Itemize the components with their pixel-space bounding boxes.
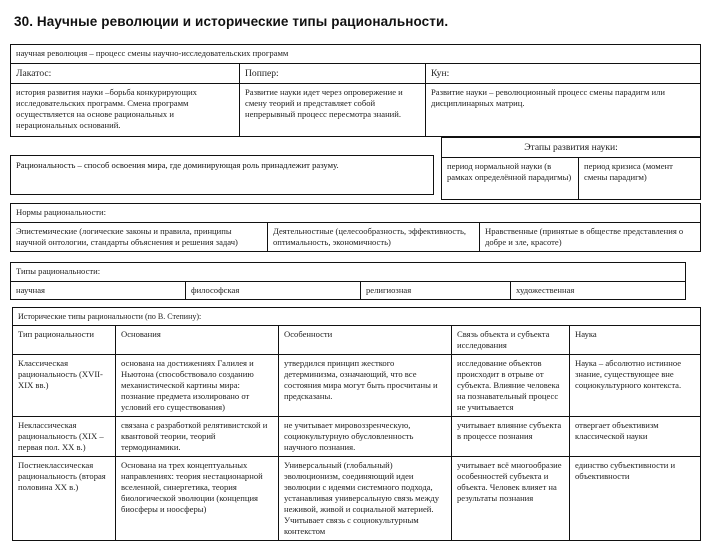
cell: Универсальный (глобальный) эволюционизм, соединяющий идеи эволюции с идеями системного подхода, устанавливая универсальную связь между неживой, живой и социальной материей. Учитывает связь с социокультурным контекстом [279, 457, 452, 541]
cell: Наука – абсолютно истинное знание, существующее вне социокультурного контекста. [570, 355, 701, 417]
norm-epistemic: Эпистемические (логические законы и правила, принципы научной онтологии, стандарты объяснения и решения задач) [11, 223, 268, 252]
col-header-science: Наука [570, 326, 701, 355]
col-header-foundations: Основания [116, 326, 279, 355]
col-header-type: Тип рациональности [13, 326, 116, 355]
author-lakatos: Лакатос: [11, 64, 240, 84]
cell: учитывает всё многообразие особенностей субъекта и объекта. Человек влияет на результаты познания [452, 457, 570, 541]
kuhn-text: Развитие науки – революционный процесс смены парадигм или дисциплинарных матриц. [426, 84, 701, 137]
type-artistic: художественная [511, 282, 686, 300]
norm-activity: Деятельностные (целесообразность, эффективность, оптимальность, экономичность) [268, 223, 480, 252]
type-scientific: научная [11, 282, 186, 300]
table-row-postnonclassical [13, 457, 701, 541]
historical-header: Исторические типы рациональности (по В. Степину): [13, 308, 701, 326]
cell: Основана на трех концептуальных направлениях: теория нестационарной вселенной, синергетика, теория биологической эволюции (концепция биосферы и ноосферы) [116, 457, 279, 541]
historical-table [12, 307, 701, 541]
rationality-definition: Рациональность – способ освоения мира, где доминирующая роль принадлежит разуму. [10, 155, 434, 195]
norm-moral: Нравственные (принятые в обществе представления о добре и зле, красоте) [480, 223, 701, 252]
table-row-nonclassical [13, 417, 701, 457]
types-table [10, 262, 686, 300]
stage-crisis: период кризиса (момент смены парадигм) [579, 158, 701, 200]
cell: основана на достижениях Галилея и Ньютона (способствовало созданию механистической картины мира: познание предмета изолировано от условий его существования) [116, 355, 279, 417]
revolution-definition: научная революция – процесс смены научно-исследовательских программ [11, 45, 701, 64]
norms-header: Нормы рациональности: [11, 204, 701, 223]
popper-text: Развитие науки идет через опровержение и смену теорий и представляет собой непрерывный процесс пересмотра знаний. [240, 84, 426, 137]
stages-table [441, 137, 701, 200]
table-row-classical [13, 355, 701, 417]
revolution-table [10, 44, 701, 137]
col-header-features: Особенности [279, 326, 452, 355]
cell: единство субъективности и объективности [570, 457, 701, 541]
author-kuhn: Кун: [426, 64, 701, 84]
cell: исследование объектов происходит в отрыве от субъекта. Влияние человека на познавательный процесс не учитывается [452, 355, 570, 417]
page-title: 30. Научные революции и исторические типы рациональности. [14, 14, 449, 29]
norms-table [10, 203, 701, 252]
type-religious: религиозная [361, 282, 511, 300]
type-philosophical: философская [186, 282, 361, 300]
col-header-object-subject: Связь объекта и субъекта исследования [452, 326, 570, 355]
cell: Постнеклассическая рациональность (вторая половина XX в.) [13, 457, 116, 541]
lakatos-text: история развития науки –борьба конкурирующих исследовательских программ. Смена программ осуществляется на основе рациональных и нерациональных оснований. [11, 84, 240, 137]
types-header: Типы рациональности: [11, 263, 686, 282]
cell: связана с разработкой релятивистской и квантовой теории, теорий термодинамики. [116, 417, 279, 457]
cell: Неклассическая рациональность (XIX – первая пол. XX в.) [13, 417, 116, 457]
cell: отвергает объективизм классической науки [570, 417, 701, 457]
stage-normal-science: период нормальной науки (в рамках определённой парадигмы) [442, 158, 579, 200]
author-popper: Поппер: [240, 64, 426, 84]
stages-header: Этапы развития науки: [442, 138, 701, 158]
cell: учитывает влияние субъекта в процессе познания [452, 417, 570, 457]
cell: не учитывает мировоззренческую, социокультурную обусловленность научного познания. [279, 417, 452, 457]
cell: Классическая рациональность (XVII-XIX вв.) [13, 355, 116, 417]
cell: утвердился принцип жесткого детерминизма, означающий, что все состояния мира могут быть просчитаны и предсказаны. [279, 355, 452, 417]
